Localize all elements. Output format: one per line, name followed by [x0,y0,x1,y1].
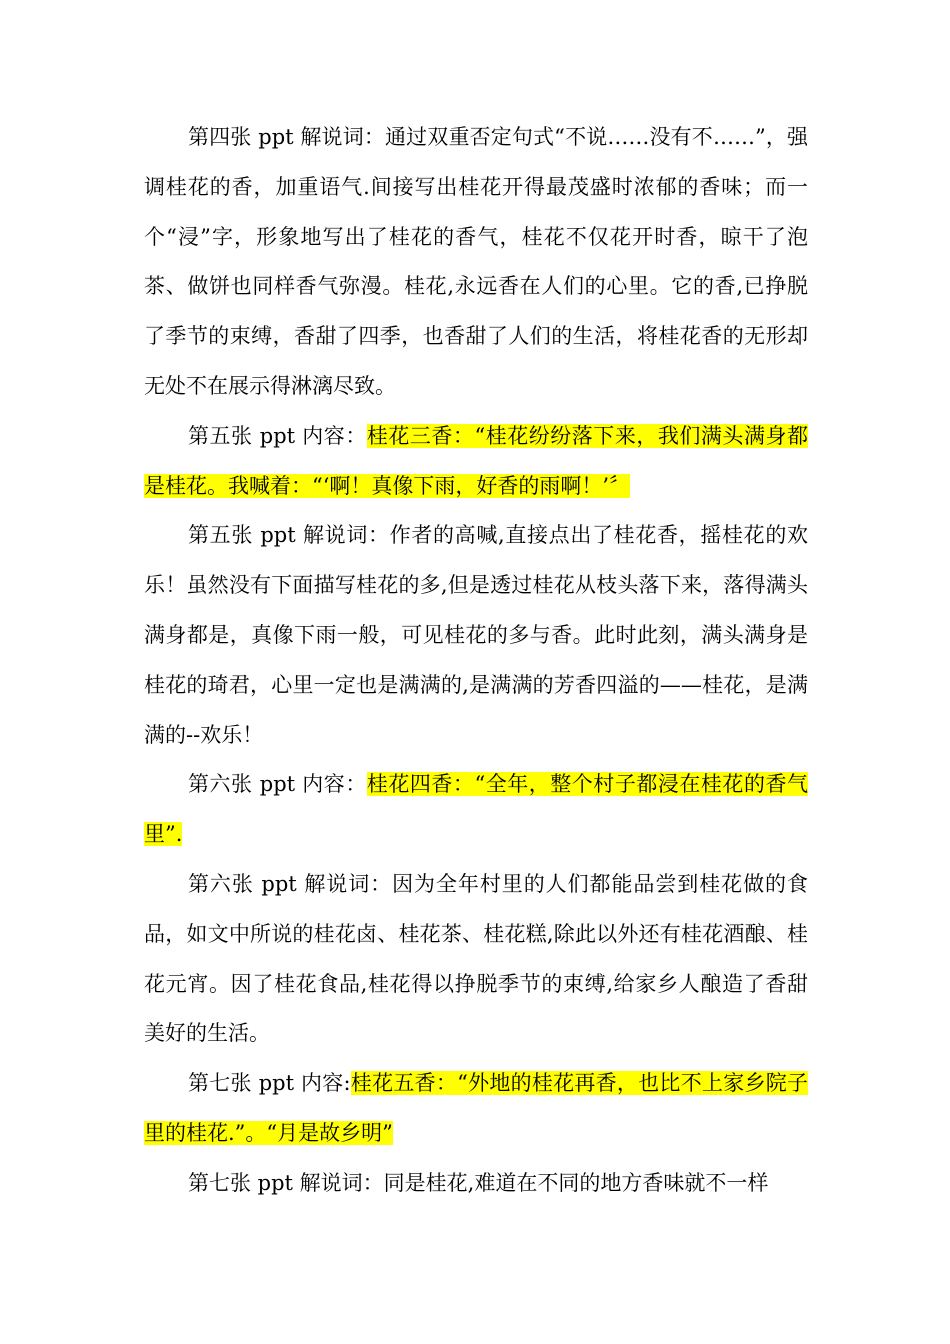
paragraph-text: 第五张 ppt 解说词：作者的高喊,直接点出了桂花香，摇桂花的欢乐！虽然没有下面描写桂花的多,但是透过桂花从枝头落下来，落得满头满身都是，真像下雨一般，可见桂花的多与香。此时此刻，满头满身是桂花的琦君，心里一定也是满满的,是满满的芳香四溢的——桂花，是满满的--欢乐！ [144,523,808,747]
paragraph-slide7-explanation [144,1159,808,1209]
paragraph-label: 第六张 ppt 内容： [188,772,367,797]
paragraph-slide6-explanation [144,860,808,1059]
paragraph-slide5-content [144,412,808,512]
paragraph-text: 第七张 ppt 解说词：同是桂花,难道在不同的地方香味就不一样 [188,1170,769,1195]
highlighted-quote: 桂花四香：“全年，整个村子都浸在桂花的香气里”. [144,772,808,847]
paragraph-slide6-content [144,760,808,860]
paragraph-slide7-content [144,1059,808,1159]
paragraph-slide5-explanation [144,511,808,760]
paragraph-label: 第七张 ppt 内容: [188,1071,351,1096]
paragraph-text: 第四张 ppt 解说词：通过双重否定句式“不说……没有不……”，强调桂花的香，加重语气.间接写出桂花开得最茂盛时浓郁的香味；而一个“浸”字，形象地写出了桂花的香气，桂花不仅花开时香，晾干了泡茶、做饼也同样香气弥漫。桂花,永远香在人们的心里。它的香,已挣脱了季节的束缚，香甜了四季，也香甜了人们的生活，将桂花香的无形却无处不在展示得淋漓尽致。 [144,125,808,398]
paragraph-label: 第五张 ppt 内容： [188,423,367,448]
document-body [144,113,808,1209]
paragraph-text: 第六张 ppt 解说词：因为全年村里的人们都能品尝到桂花做的食品，如文中所说的桂花卤、桂花茶、桂花糕,除此以外还有桂花酒酿、桂花元宵。因了桂花食品,桂花得以挣脱季节的束缚,给家乡人酿造了香甜美好的生活。 [144,871,808,1046]
highlighted-quote: 桂花五香：“外地的桂花再香，也比不上家乡院子里的桂花.”。“月是故乡明” [144,1071,808,1145]
paragraph-slide4-explanation [144,113,808,412]
highlighted-quote: 桂花三香：“桂花纷纷落下来，我们满头满身都是桂花。我喊着：“‘啊！真像下雨，好香的雨啊！’〞 [144,423,808,498]
